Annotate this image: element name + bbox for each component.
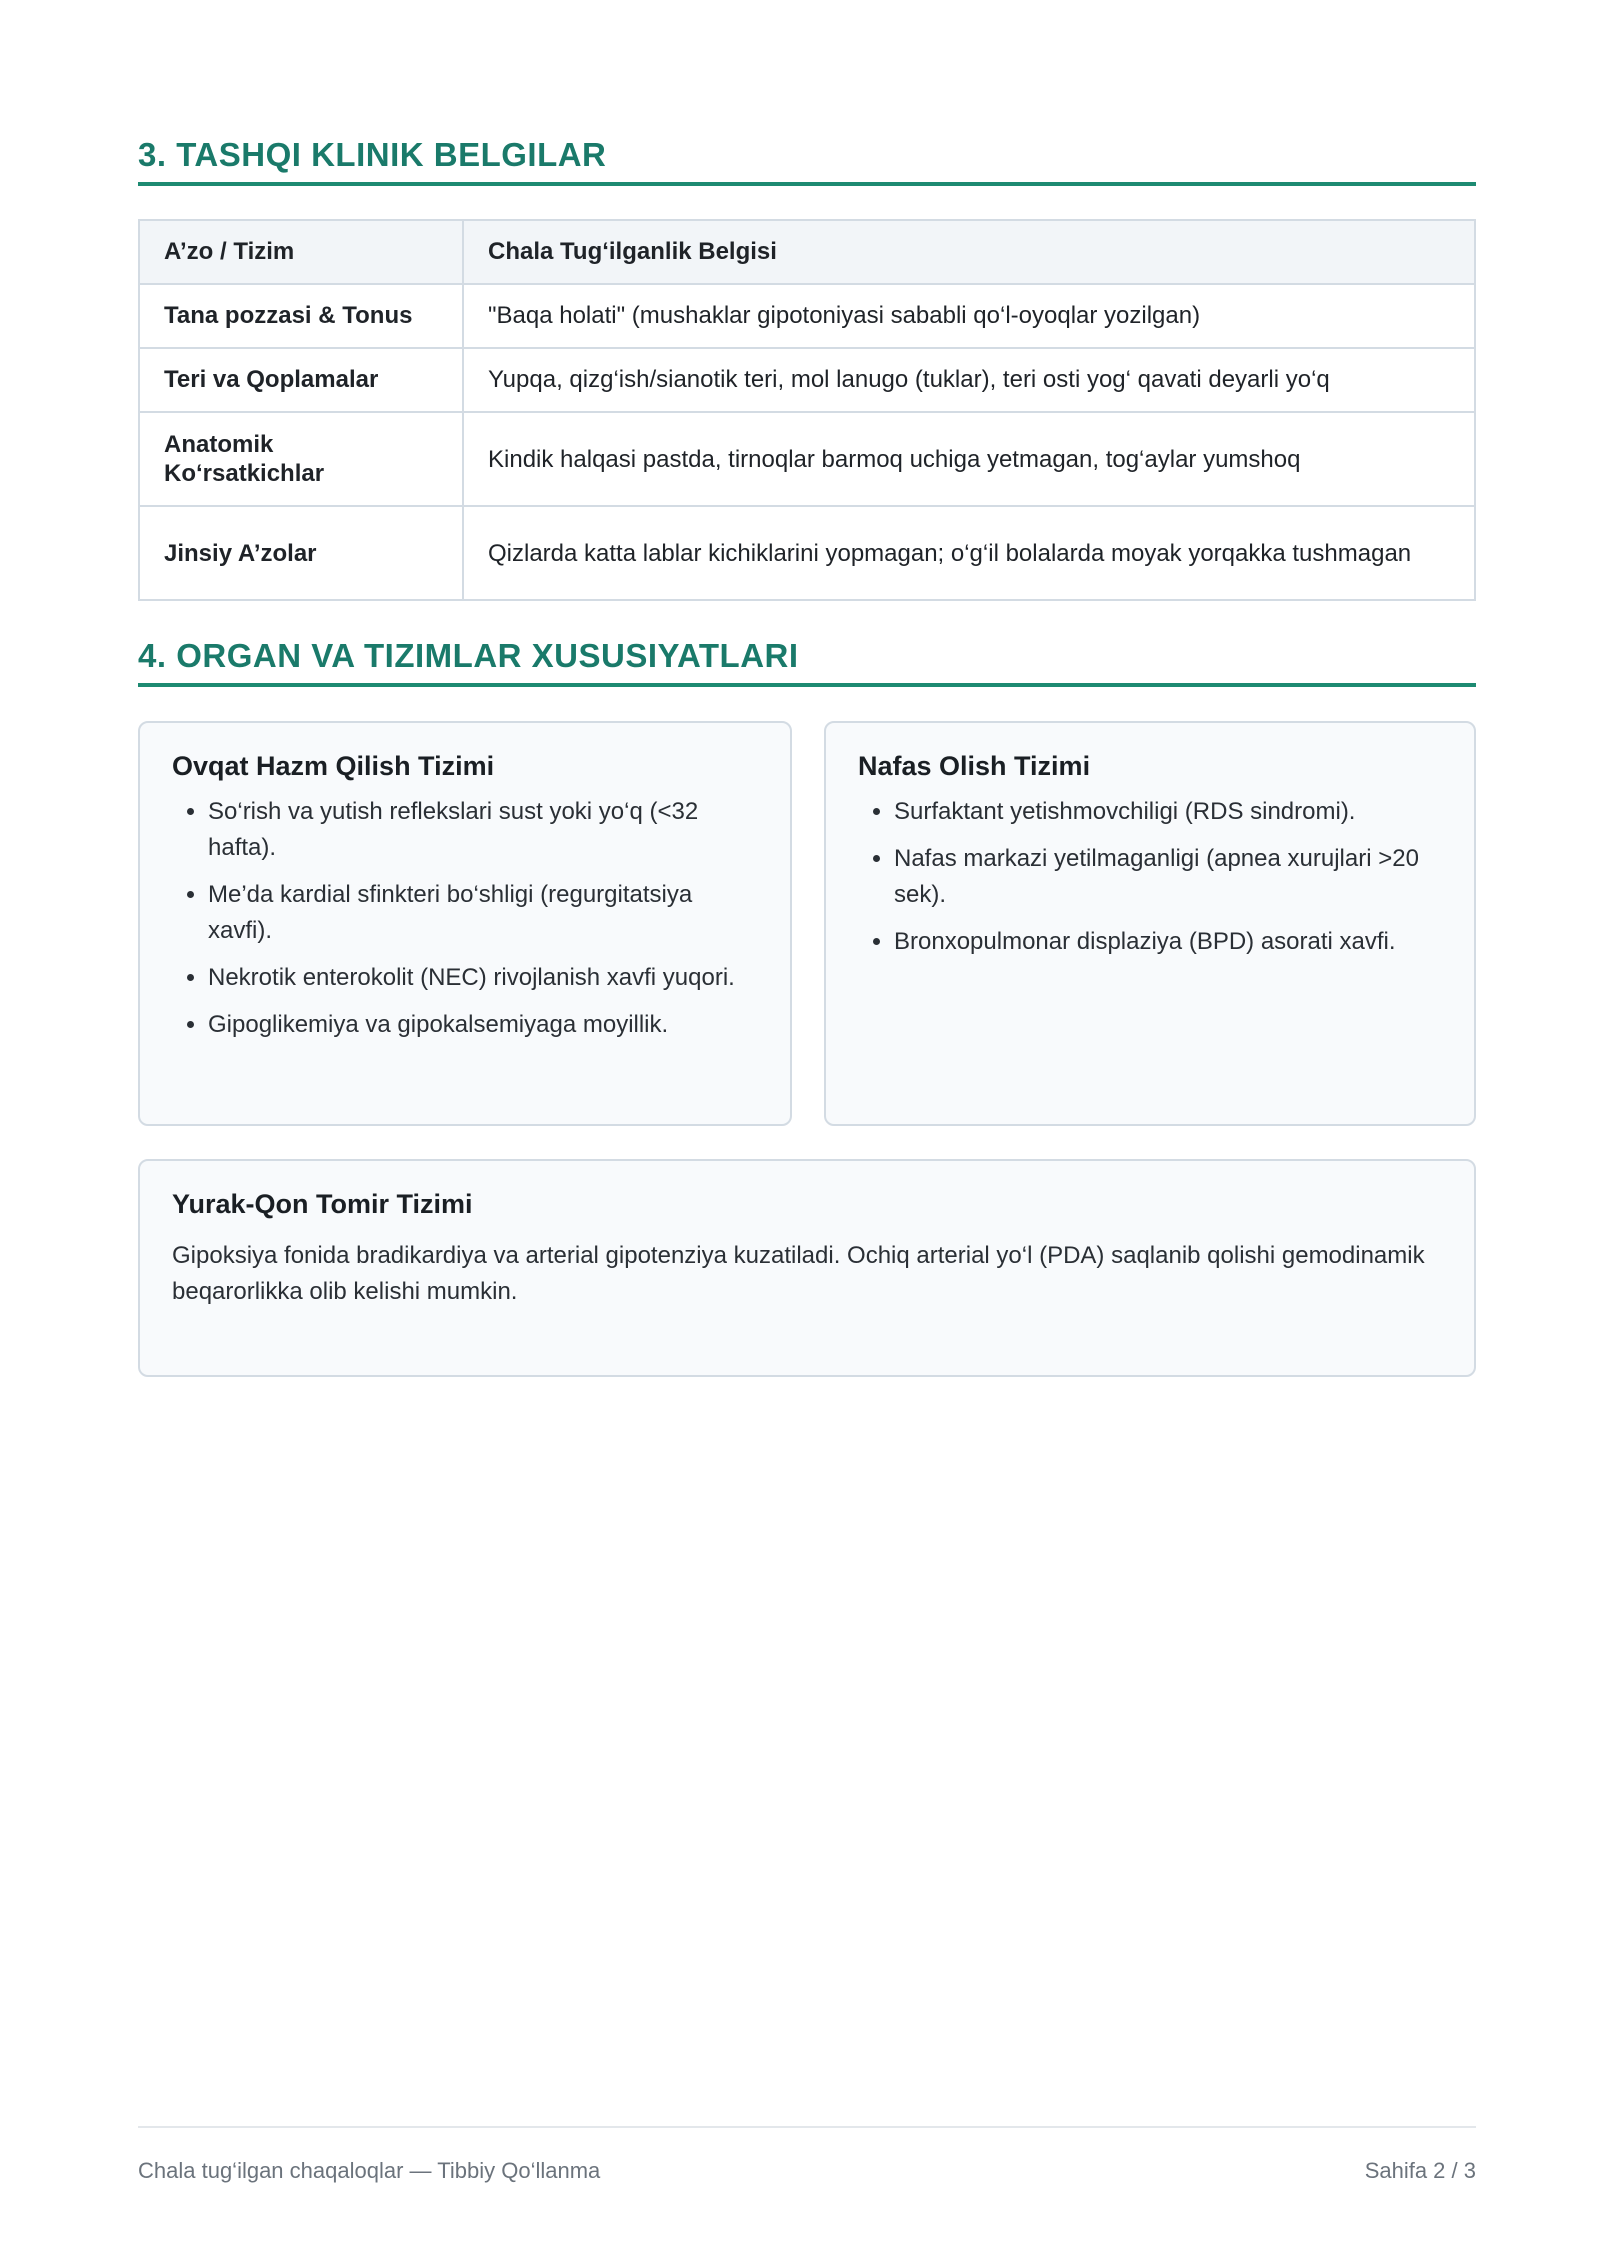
table-cell-organ: Anatomik Ko‘rsatkichlar [139,412,463,506]
table-header-cell: A’zo / Tizim [139,220,463,284]
list-item: • Nafas markazi yetilmaganligi (apnea xurujlari >20 sek). [894,841,1442,913]
page-footer [138,2126,1476,2184]
digestive-list [172,794,758,1043]
list-item: • Bronxopulmonar displaziya (BPD) asorati xavfi. [894,924,1442,960]
table-row [139,506,1475,600]
digestive-system-card [138,721,792,1126]
card-title: Yurak-Qon Tomir Tizimi [172,1189,473,1219]
table-cell-sign: Qizlarda katta lablar kichiklarini yopmagan; o‘g‘il bolalarda moyak yorqakka tushmagan [463,506,1475,600]
table-row [139,348,1475,412]
clinical-signs-table [138,219,1476,601]
footer-page-number: Sahifa 2 / 3 [1364,2158,1476,2183]
table-header-row [139,220,1475,284]
list-item: • So‘rish va yutish reflekslari sust yoki yo‘q (<32 hafta). [208,794,758,866]
card-title: Ovqat Hazm Qilish Tizimi [172,751,495,781]
cardiovascular-system-card [138,1159,1476,1377]
footer-document-title: Chala tug‘ilgan chaqaloqlar — Tibbiy Qo‘llanma [138,2158,601,2183]
table-row [139,284,1475,348]
table-cell-sign: Yupqa, qizg‘ish/sianotik teri, mol lanugo (tuklar), teri osti yog‘ qavati deyarli yo‘q [463,348,1475,412]
list-item: • Surfaktant yetishmovchiligi (RDS sindromi). [894,794,1442,830]
list-item: • Gipoglikemiya va gipokalsemiyaga moyillik. [208,1007,758,1043]
respiratory-list [858,794,1442,960]
table-cell-organ: Jinsiy A’zolar [139,506,463,600]
section-title-clinical-signs: 3. TASHQI KLINIK BELGILAR [138,136,1476,186]
respiratory-system-card [824,721,1476,1126]
table-cell-organ: Teri va Qoplamalar [139,348,463,412]
list-item: • Me’da kardial sfinkteri bo‘shligi (regurgitatsiya xavfi). [208,877,758,949]
card-title: Nafas Olish Tizimi [858,751,1091,781]
table-cell-sign: "Baqa holati" (mushaklar gipotoniyasi sababli qo‘l-oyoqlar yozilgan) [463,284,1475,348]
table-cell-sign: Kindik halqasi pastda, tirnoqlar barmoq uchiga yetmagan, tog‘aylar yumshoq [463,412,1475,506]
section-title-organ-systems: 4. ORGAN VA TIZIMLAR XUSUSIYATLARI [138,637,1476,687]
table-row [139,412,1475,506]
table-cell-organ: Tana pozzasi & Tonus [139,284,463,348]
table-header-cell: Chala Tug‘ilganlik Belgisi [463,220,1475,284]
card-text: Gipoksiya fonida bradikardiya va arterial gipotenziya kuzatiladi. Ochiq arterial yo‘l (PDA) saqlanib qolishi gemodinamik beqarorlikka olib kelishi mumkin. [172,1242,1425,1305]
list-item: • Nekrotik enterokolit (NEC) rivojlanish xavfi yuqori. [208,960,758,996]
